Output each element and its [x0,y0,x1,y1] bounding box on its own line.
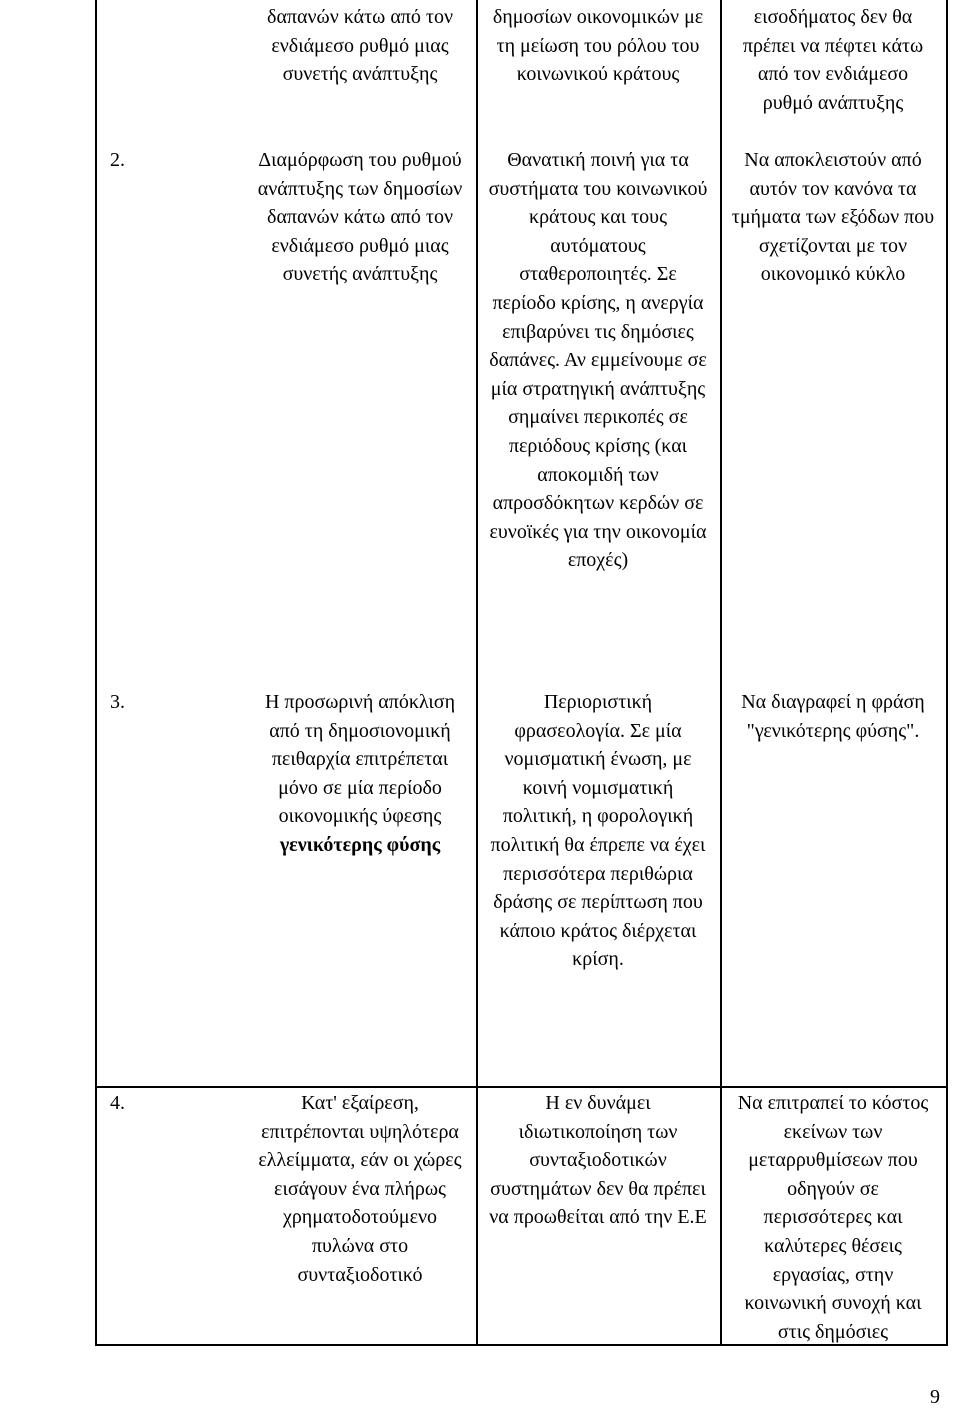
row-0-col3 [731,3,935,117]
row-0-col1-text: δαπανών κάτω από τον ενδιάμεσο ρυθμό μιας συνετής ανάπτυξης [267,6,453,86]
row-divider [95,1086,948,1088]
row-4-col1-text: Κατ' εξαίρεση, επιτρέπονται υψηλότερα ελλείμματα, εάν οι χώρες εισάγουν ένα πλήρως χρηματοδοτούμενο πυλώνα στο συνταξιοδοτικό [258,1092,462,1286]
row-3-col3-text: Να διαγραφεί η φράση "γενικότερης φύσης". [741,691,925,742]
row-4-col3 [731,1089,935,1346]
row-2-col2 [487,146,709,575]
row-3-col2-text: Περιοριστική φρασεολογία. Σε μία νομισματική ένωση, με κοινή νομισματική πολιτική, η φορολογική πολιτική θα έπρεπε να έχει περισσότερα περιθώρια δράσης σε περίπτωση που κάποιο κράτος διέρχεται κρίση. [490,691,706,971]
row-0-col3-text: εισοδήματος δεν θα πρέπει να πέφτει κάτω από τον ενδιάμεσο ρυθμό ανάπτυξης [742,6,924,114]
row-4-col2 [487,1089,709,1232]
row-2-col3-text: Να αποκλειστούν από αυτόν τον κανόνα τα τμήματα των εξόδων που σχετίζονται με τον οικονομικό κύκλο [731,149,935,286]
row-0-col2-text: δημοσίων οικονομικών με τη μείωση του ρόλου του κοινωνικού κράτους [492,6,704,86]
row-3-col1 [255,688,465,860]
row-2-col1 [255,146,465,289]
row-2-col1-text: Διαμόρφωση του ρυθμού ανάπτυξης των δημοσίων δαπανών κάτω από τον ενδιάμεσο ρυθμό μιας συνετής ανάπτυξης [257,149,463,286]
column-divider [95,0,97,1346]
column-divider [476,0,478,1346]
row-0-col1 [255,3,465,89]
row-2-number: 2. [110,149,125,171]
row-0-col2 [487,3,709,89]
row-4-col1 [255,1089,465,1289]
column-divider [720,0,722,1346]
row-4-number: 4. [110,1092,125,1114]
row-2-col3 [731,146,935,289]
row-4-col3-text: Να επιτραπεί το κόστος εκείνων των μεταρρυθμίσεων που οδηγούν σε περισσότερες και καλύτερες θέσεις εργασίας, στην κοινωνική συνοχή και στις δημόσιες [737,1092,929,1343]
row-3-col1-text: Η προσωρινή απόκλιση από τη δημοσιονομική πειθαρχία επιτρέπεται μόνο σε μία περίοδο οικονομικής ύφεσης [264,691,456,828]
column-divider [946,0,948,1346]
row-4-col2-text: Η εν δυνάμει ιδιωτικοποίηση των συνταξιοδοτικών συστημάτων δεν θα πρέπει να προωθείται από την Ε.Ε [489,1092,707,1229]
row-2-col2-text: Θανατική ποινή για τα συστήματα του κοινωνικού κράτους και τους αυτόματους σταθεροποιητές. Σε περίοδο κρίσης, η ανεργία επιβαρύνει τις δημόσιες δαπάνες. Αν εμμείνουμε σε μία στρατηγική ανάπτυξης σημαίνει περικοπές σε περιόδους κρίσης (και αποκομιδή των απροσδόκητων κερδών σε ευνοϊκές για την οικονομία εποχές) [488,149,708,572]
page-number: 9 [930,1386,940,1408]
row-3-col1-bold-text: γενικότερης φύσης [279,833,441,856]
row-3-number: 3. [110,691,125,713]
row-3-col3 [731,688,935,745]
row-3-col2 [487,688,709,974]
